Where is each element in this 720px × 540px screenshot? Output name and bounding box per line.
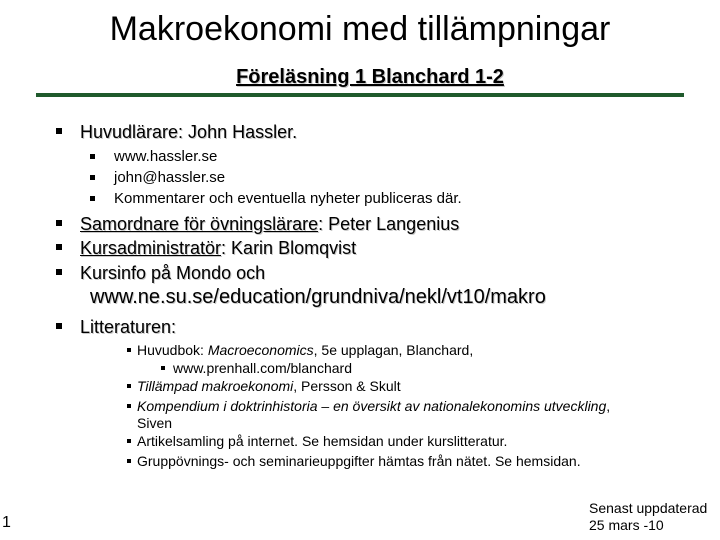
lit2-suffix: , Persson & Skult [293,378,401,394]
admin-label: Kursadministratör [80,238,222,258]
updated-date: 25 mars -10 [589,517,664,533]
lit2-title: Tillämpad makroekonomi [137,378,294,394]
lit3-suffix: , [606,398,611,414]
page-number: 1 [2,514,11,531]
teacher-email-link[interactable]: john@hassler.se [114,169,226,186]
literature-item-3 [137,397,610,415]
bullet-icon [56,128,62,134]
updated-label: Senast uppdaterad [589,500,708,516]
teacher-website-link[interactable]: www.hassler.se [114,148,218,165]
lit1-suffix: , 5e upplagan, Blanchard, [313,342,474,358]
lit3-author: Siven [137,415,173,431]
literature-item-1 [137,341,473,359]
slide-title: Makroekonomi med tillämpningar [109,10,611,48]
bullet-icon [127,404,131,408]
literature-item-2 [137,377,401,395]
teacher-note: Kommentarer och eventuella nyheter publiceras där. [114,190,462,207]
literature-item-5: Gruppövnings- och seminarieuppgifter hämtas från nätet. Se hemsidan. [137,453,581,469]
literature-item-4: Artikelsamling på internet. Se hemsidan under kurslitteratur. [137,433,508,449]
literature-heading: Litteraturen: [80,317,177,337]
lit1-title: Macroeconomics [207,342,314,358]
bullet-icon [90,154,95,159]
slide-subtitle [0,64,720,90]
bullet-icon [127,439,131,443]
coordinator-label: Samordnare för övningslärare [80,214,319,234]
lit1-url-link[interactable]: www.prenhall.com/blanchard [173,360,352,376]
lit1-prefix: Huvudbok: [137,342,208,358]
courseinfo-prefix: Kursinfo på Mondo och [80,263,266,283]
bullet-icon [56,220,62,226]
title-divider [36,93,684,97]
bullet-icon [127,459,131,463]
teacher-line: Huvudlärare: John Hassler. [80,122,298,142]
coordinator-line [80,213,459,235]
admin-line [80,237,356,259]
bullet-icon [127,384,131,388]
bullet-icon [56,269,62,275]
lit3-title: Kompendium i doktrinhistoria – en översikt av nationalekonomins utveckling [137,398,607,414]
admin-value: : Karin Blomqvist [221,238,357,258]
bullet-icon [161,366,165,370]
bullet-icon [127,348,131,352]
bullet-icon [90,175,95,180]
slide-subtitle-text: Föreläsning 1 Blanchard 1-2 [236,66,504,88]
courseinfo-url-link[interactable]: www.ne.su.se/education/grundniva/nekl/vt10/makro [90,286,546,308]
bullet-icon [90,196,95,201]
coordinator-value: : Peter Langenius [318,214,460,234]
bullet-icon [56,244,62,250]
bullet-icon [56,323,62,329]
